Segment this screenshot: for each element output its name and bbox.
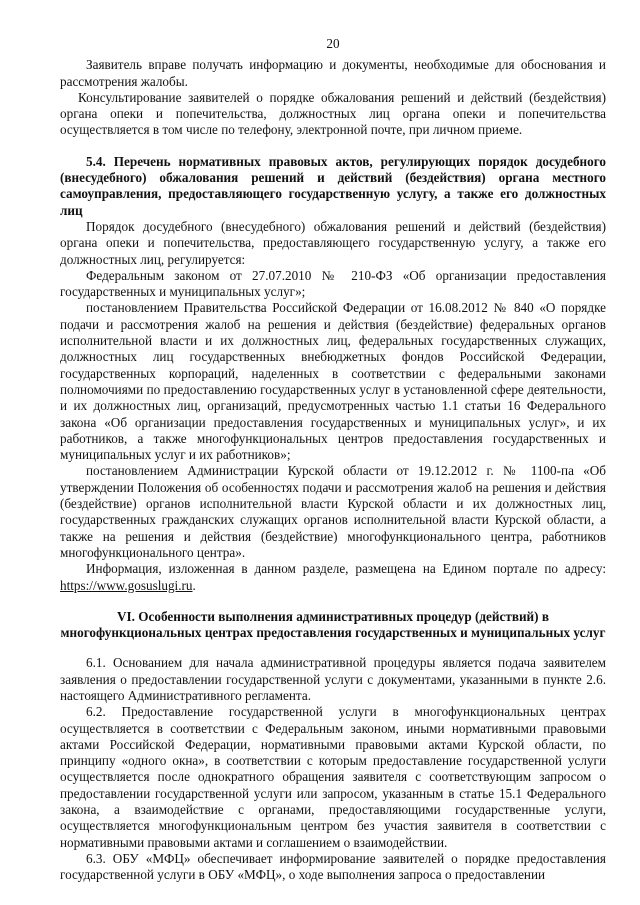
spacer [60, 594, 606, 609]
subsection-5-4-intro: Порядок досудебного (внесудебного) обжалования решений и действий (бездействия) органа опеки и попечительства, предоставляющего государственную услугу, а также его должностных лиц, регулируется: [60, 218, 606, 267]
gosuslugi-link[interactable]: https://www.gosuslugi.ru [60, 577, 193, 593]
page-number: 20 [326, 36, 340, 51]
section-6-title-line-1: VI. Особенности выполнения административных процедур (действий) в [117, 608, 549, 624]
paragraph-6-2: 6.2. Предоставление государственной услуги в многофункциональных центрах осуществляется в соответствии с Федеральным законом, иными нормативными правовыми актами Российской Федерации, нормативными правовыми актами Курской области, по принципу «одного окна», в соответствии с которым предоставление государственной услуги осуществляется после однократного обращения заявителя с соответствующим запросом о предоставлении государственной услуги или запросом, указанным в статье 15.1 Федерального закона, а взаимодействие с органами, предоставляющими государственные услуги, осуществляется многофункциональным центром без участия заявителя в соответствии с нормативными правовыми актами и соглашением о взаимодействии. [60, 704, 606, 850]
spacer [60, 641, 606, 655]
paragraph-6-1: 6.1. Основанием для начала административной процедуры является подача заявителем заявления о предоставлении государственной услуги с документами, указанными в пункте 2.6. настоящего Административного регламента. [60, 655, 606, 703]
regulation-item-federal-law: Федеральным законом от 27.07.2010 № 210-ФЗ «Об организации предоставления государственных и муниципальных услуг»; [60, 267, 606, 300]
paragraph-consulting: Консультирование заявителей о порядке обжалования решений и действий (бездействия) органа опеки и попечительства, должностных лиц органа опеки и попечительства осуществляется в том числе по телефону, электронной почте, при личном приеме. [60, 89, 606, 138]
portal-info-text: Информация, изложенная в данном разделе, размещена на Едином портале по адресу: [86, 561, 606, 577]
section-6-title [60, 609, 606, 642]
portal-info-suffix: . [192, 577, 196, 593]
portal-info-paragraph [60, 561, 606, 594]
regulation-item-government-decree: постановлением Правительства Российской Федерации от 16.08.2012 № 840 «О порядке подачи и рассмотрения жалоб на решения и действия (бездействие) федеральных органов исполнительной власти и их должностных лиц, федеральных государственных служащих, должностных лиц государственных внебюджетных фондов Российской Федерации, государственных корпораций, наделенных в соответствии с федеральными законами полномочиями по предоставлению государственных услуг в установленной сфере деятельности, и их должностных лиц, организаций, предусмотренных частью 1.1 статьи 16 Федерального закона «Об организации предоставления государственных и муниципальных услуг», и их работников, а также многофункциональных центров предоставления государственных и муниципальных услуг и их работников»; [60, 300, 606, 463]
section-6-title-line-2: многофункциональных центрах предоставления государственных и муниципальных услуг [60, 625, 606, 641]
regulation-item-kursk-decree: постановлением Администрации Курской области от 19.12.2012 г. № 1100-па «Об утверждении Положения об особенностях подачи и рассмотрения жалоб на решения и действия (бездействие) органов исполнительной власти Курской области и их должностных лиц, государственных гражданских служащих органов исполнительной власти Курской области, а также на решения и действия (бездействие) многофункционального центра, работников многофункционального центра». [60, 463, 606, 560]
subsection-5-4-heading: 5.4. Перечень нормативных правовых актов, регулирующих порядок досудебного (внесудебного) обжалования решений и действий (бездействия) органа местного самоуправления, предоставляющего государственную услугу, а также его должностных лиц [60, 153, 606, 218]
paragraph-complaint-info: Заявитель вправе получать информацию и документы, необходимые для обоснования и рассмотрения жалобы. [60, 57, 606, 89]
paragraph-6-3: 6.3. ОБУ «МФЦ» обеспечивает информирование заявителей о порядке предоставления государственной услуги в ОБУ «МФЦ», о ходе выполнения запроса о предоставлении [60, 850, 606, 883]
spacer [60, 139, 606, 154]
